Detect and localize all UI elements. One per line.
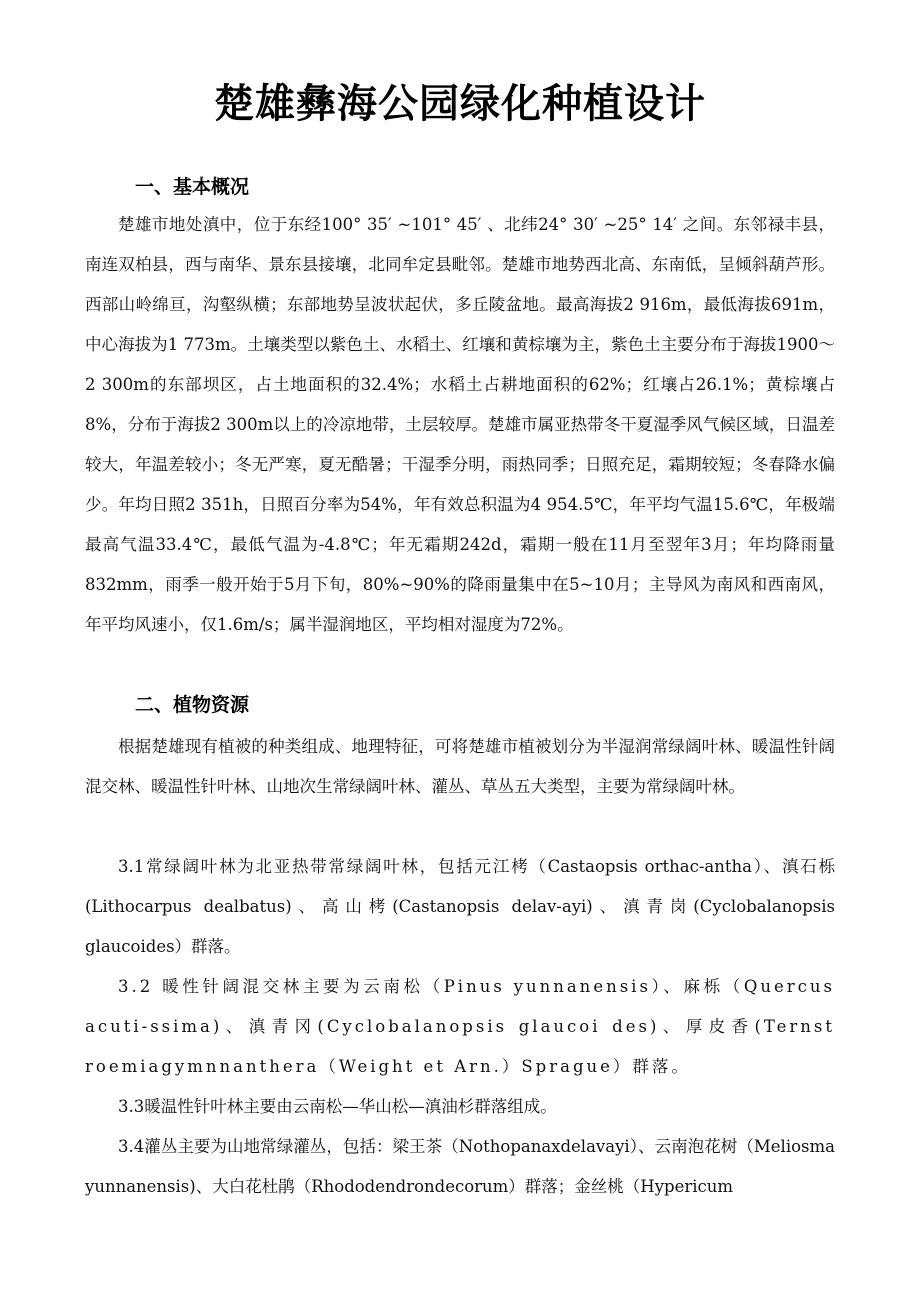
page-title: 楚雄彝海公园绿化种植设计 <box>214 81 706 127</box>
paragraph-3-1-evergreen-broadleaf: 3.1常绿阔叶林为北亚热带常绿阔叶林，包括元江栲（Castaopsis orthac-antha）、滇石栎(Lithocarpus dealbatus)、高山栲(Castanopsis delav-ayi)、滇青岗(Cyclobalanopsis glaucoides）群落。 <box>85 857 835 956</box>
section-heading-basic-overview: 一、基本概况 <box>135 176 250 198</box>
paragraph-3-2-mixed-forest: 3.2 暖性针阔混交林主要为云南松（Pinus yunnanensis）、麻栎（Quercus acuti-ssima)、滇青冈(Cyclobalanopsis glaucoi des)、厚皮香(Ternst roemiagymnnanthera（Weight et Arn.）Sprague）群落。 <box>85 977 835 1076</box>
section-heading-plant-resources: 二、植物资源 <box>135 694 250 716</box>
paragraph-basic-overview: 楚雄市地处滇中，位于东经100° 35′ ~101° 45′ 、北纬24° 30′ ~25° 14′ 之间。东邻禄丰县，南连双柏县，西与南华、景东县接壤，北同牟定县毗邻。楚雄市地势西北高、东南低，呈倾斜葫芦形。西部山岭绵亘，沟壑纵横；东部地势呈波状起伏，多丘陵盆地。最高海拔2 916m，最低海拔691m，中心海拔为1 773m。土壤类型以紫色土、水稻土、红壤和黄棕壤为主，紫色土主要分布于海拔1900～2 300m的东部坝区，占土地面积的32.4%；水稻土占耕地面积的62%；红壤占26.1%；黄棕壤占8%，分布于海拔2 300m以上的冷凉地带，土层较厚。楚雄市属亚热带冬干夏湿季风气候区域，日温差较大，年温差较小；冬无严寒，夏无酷暑；干湿季分明，雨热同季；日照充足，霜期较短；冬春降水偏少。年均日照2 351h，日照百分率为54%，年有效总积温为4 954.5℃，年平均气温15.6℃，年极端最高气温33.4℃，最低气温为-4.8℃；年无霜期242d，霜期一般在11月至翌年3月；年均降雨量832mm，雨季一般开始于5月下旬，80%~90%的降雨量集中在5~10月；主导风为南风和西南风，年平均风速小，仅1.6m/s；属半湿润地区，平均相对湿度为72%。 <box>85 215 835 634</box>
paragraph-3-3-coniferous-forest: 3.3暖温性针叶林主要由云南松—华山松—滇油杉群落组成。 <box>118 1097 557 1116</box>
paragraph-vegetation-types: 根据楚雄现有植被的种类组成、地理特征，可将楚雄市植被划分为半湿润常绿阔叶林、暖温性针阔混交林、暖温性针叶林、山地次生常绿阔叶林、灌丛、草丛五大类型，主要为常绿阔叶林。 <box>85 737 835 796</box>
paragraph-3-4-shrubland: 3.4灌丛主要为山地常绿灌丛，包括：梁王茶（Nothopanaxdelavayi）、云南泡花树（Meliosma yunnanensis)、大白花杜鹃（Rhododendrondecorum）群落；金丝桃（Hypericum <box>85 1137 835 1196</box>
